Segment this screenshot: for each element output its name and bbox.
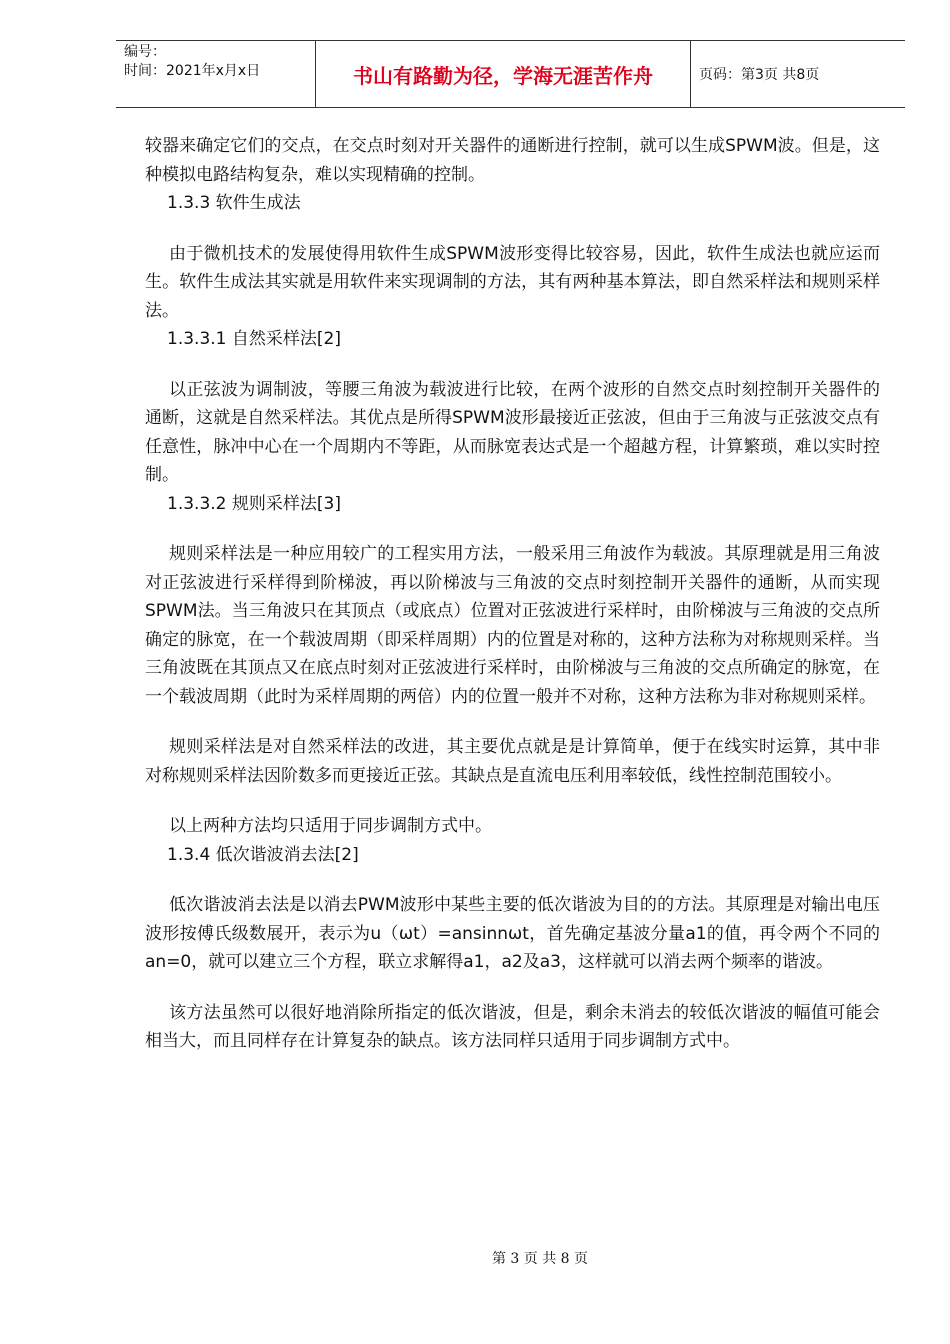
section-heading-1-3-4: 1.3.4 低次谐波消去法[2] [167,844,359,865]
section-heading-1-3-3: 1.3.3 软件生成法 [167,193,301,213]
header-page-label: 页码：第3页 共8页 [699,67,820,83]
header-info-cell [116,41,316,107]
paragraph-harmonic-elimination-drawbacks: 该方法虽然可以很好地消除所指定的低次谐波，但是，剩余未消去的较低次谐波的幅值可能会相当大，而且同样存在计算复杂的缺点。该方法同样只适用于同步调制方式中。 [145,1002,880,1051]
paragraph-regular-sampling-advantages: 规则采样法是对自然采样法的改进，其主要优点就是是计算简单，便于在线实时运算，其中非对称规则采样法因阶数多而更接近正弦。其缺点是直流电压利用率较低，线性控制范围较小。 [145,737,880,786]
time-label: 时间：2021年x月x日 [124,63,261,79]
paragraph-harmonic-elimination: 低次谐波消去法是以消去PWM波形中某些主要的低次谐波为目的的方法。其原理是对输出电压波形按傅氏级数展开，表示为u（ωt）=ansinnωt，首先确定基波分量a1的值，再令两个不同的an=0，就可以建立三个方程，联立求解得a1，a2及a3，这样就可以消去两个频率的谐波。 [145,895,880,972]
paragraph-natural-sampling: 以正弦波为调制波，等腰三角波为载波进行比较，在两个波形的自然交点时刻控制开关器件的通断，这就是自然采样法。其优点是所得SPWM波形最接近正弦波，但由于三角波与正弦波交点有任意性，脉冲中心在一个周期内不等距，从而脉宽表达式是一个超越方程，计算繁琐，难以实时控制。 [145,379,880,485]
paragraph-software-method: 由于微机技术的发展使得用软件生成SPWM波形变得比较容易，因此，软件生成法也就应运而生。软件生成法其实就是用软件来实现调制的方法，其有两种基本算法，即自然采样法和规则采样法。 [145,243,880,321]
page-header [116,40,905,108]
header-motto: 书山有路勤为径，学海无涯苦作舟 [316,41,691,107]
number-label: 编号： [124,44,166,60]
paragraph-regular-sampling: 规则采样法是一种应用较广的工程实用方法，一般采用三角波作为载波。其原理就是用三角波对正弦波进行采样得到阶梯波，再以阶梯波与三角波的交点时刻控制开关器件的通断，从而实现SPWM法。当三角波只在其顶点（或底点）位置对正弦波进行采样时，由阶梯波与三角波的交点所确定的脉宽，在一个载波周期（即采样周期）内的位置是对称的，这种方法称为对称规则采样。当三角波既在其顶点又在底点时刻对正弦波进行采样时，由阶梯波与三角波的交点所确定的脉宽，在一个载波周期（此时为采样周期的两倍）内的位置一般并不对称，这种方法称为非对称规则采样。 [145,544,880,707]
section-heading-1-3-3-1: 1.3.3.1 自然采样法[2] [167,329,341,349]
paragraph-sync-modulation-note: 以上两种方法均只适用于同步调制方式中。 [169,816,492,836]
page-footer: 第 3 页 共 8 页 [491,1251,589,1267]
document-body [145,132,880,1056]
section-heading-1-3-3-2: 1.3.3.2 规则采样法[3] [167,493,341,514]
paragraph-continuation: 较器来确定它们的交点，在交点时刻对开关器件的通断进行控制，就可以生成SPWM波。但是，这种模拟电路结构复杂，难以实现精确的控制。 [145,136,880,185]
